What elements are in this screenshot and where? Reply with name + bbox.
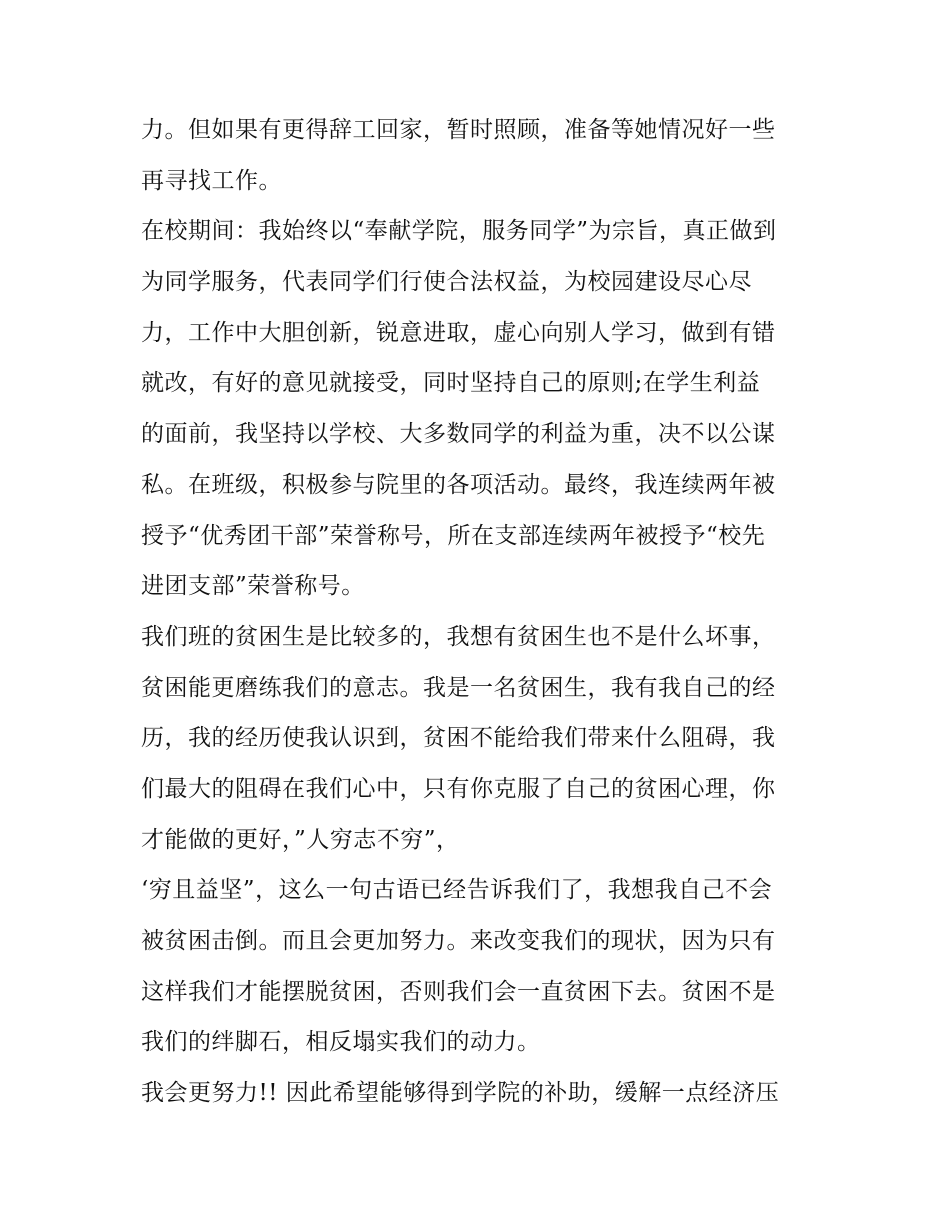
text-line: 的面前，我坚持以学校、大多数同学的利益为重，决不以公谋: [141, 421, 776, 448]
text-line: 再寻找工作。: [141, 167, 282, 194]
body-text: [141, 105, 821, 1119]
text-line: 们最大的阻碍在我们心中，只有你克服了自己的贫困心理，你: [141, 775, 776, 802]
text-line: 力。但如果有更得辞工回家，暂时照顾，准备等她情况好一些: [141, 117, 776, 143]
text-line: 私。在班级，积极参与院里的各项活动。最终，我连续两年被: [141, 471, 776, 498]
text-line: 为同学服务，代表同学们行使合法权益，为校园建设尽心尽: [141, 269, 752, 296]
text-line: 贫困能更磨练我们的意志。我是一名贫困生，我有我自己的经: [141, 674, 776, 701]
text-line: 我们班的贫困生是比较多的，我想有贫困生也不是什么坏事，: [141, 623, 776, 650]
text-line: 授予“优秀团干部”荣誉称号，所在支部连续两年被授予“校先: [141, 522, 766, 549]
text-line: 在校期间：我始终以“奉献学院，服务同学”为宗旨，真正做到: [141, 218, 777, 245]
text-line: 就改，有好的意见就接受，同时坚持自己的原则;在学生利益: [141, 370, 761, 397]
text-line: ‘穷且益坚”，这么一句古语已经告诉我们了，我想我自己不会: [141, 877, 773, 904]
text-line: 历，我的经历使我认识到，贫困不能给我们带来什么阻碍，我: [141, 725, 776, 752]
text-line: 被贫困击倒。而且会更加努力。来改变我们的现状，因为只有: [141, 928, 776, 954]
text-line: 进团支部”荣誉称号。: [141, 573, 365, 600]
text-line: 我们的绊脚石，相反塌实我们的动力。: [141, 1029, 541, 1056]
text-line: 才能做的更好，”人穷志不穷”，: [141, 826, 460, 853]
text-line: 这样我们才能摆脱贫困，否则我们会一直贫困下去。贫困不是: [141, 978, 776, 1005]
text-line: 我会更努力!! 因此希望能够得到学院的补助，缓解一点经济压: [141, 1080, 780, 1107]
text-line: 力，工作中大胆创新，锐意进取，虚心向别人学习，做到有错: [141, 319, 776, 346]
